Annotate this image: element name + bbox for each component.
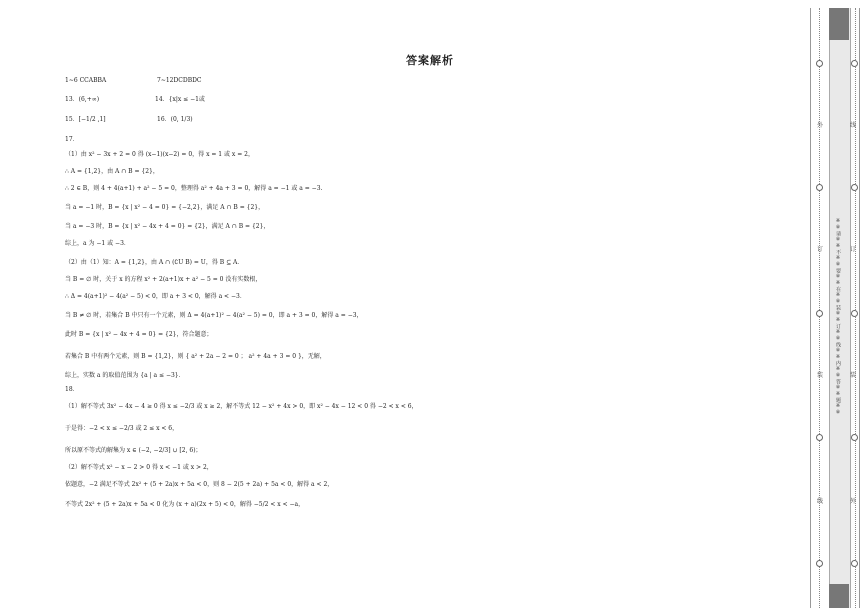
binding-hole: [851, 184, 858, 191]
binding-hole: [851, 560, 858, 567]
fill-answers-row-1: [65, 95, 785, 104]
cut-line-outer: [819, 8, 820, 608]
binding-label: 订: [817, 246, 824, 253]
fill-answers-row-2: [65, 108, 785, 130]
q18-line: 依题意，−2 满足不等式 2x² + (5 + 2a)x + 5a < 0，则 8 − 2(5 + 2a) + 5a < 0，解得 a < 2，: [65, 481, 334, 488]
binding-label: 订: [850, 246, 857, 253]
binding-cap-top: [829, 8, 849, 40]
choice-answers-7-12: 7~12DCDBDC: [157, 77, 202, 84]
binding-label: 线: [817, 498, 824, 505]
binding-hole: [816, 560, 823, 567]
q18-line: 于是得：−2 < x ≤ −2/3 或 2 ≤ x < 6，: [65, 424, 179, 432]
q17-line: 当 a = −3 时，B = {x | x² − 4x + 4 = 0} = {2}，满足 A ∩ B = {2}，: [65, 223, 270, 230]
q17-number: 17．: [65, 136, 79, 143]
binding-label: 外: [850, 498, 857, 505]
q17-line: 当 B ≠ ∅ 时，若集合 B 中只有一个元素，则 Δ = 4(a+1)² − 4(a² − 5) = 0，即 a + 3 = 0，解得 a = −3，: [65, 312, 363, 319]
q17-line: 综上，a 为 −1 或 −3．: [65, 240, 130, 247]
binding-label: 线: [850, 122, 857, 129]
fill-answer-13: 13．(6,+∞): [65, 96, 100, 103]
binding-hole: [816, 434, 823, 441]
answer-content: [65, 76, 785, 511]
q17-line: 综上，实数 a 的取值范围为 {a | a ≤ −3}．: [65, 372, 185, 379]
q17-line: ∴ 2 ∈ B，则 4 + 4(a+1) + a² − 5 = 0，整理得 a² + 4a + 3 = 0，解得 a = −1 或 a = −3.: [65, 185, 323, 192]
fill-answer-14: 14．{x|x ≤ −1或: [155, 96, 205, 103]
q17-line: （1）由 x² − 3x + 2 = 0 得 (x−1)(x−2) = 0，得 x = 1 或 x = 2，: [65, 151, 254, 158]
binding-label: 外: [817, 122, 824, 129]
q17-line: ∴ Δ = 4(a+1)² − 4(a² − 5) < 0，即 a + 3 < 0，解得 a < −3．: [65, 293, 246, 300]
cut-line-inner: [855, 8, 856, 608]
q18-line: （2）解不等式 x² − x − 2 > 0 得 x < −1 或 x > 2，: [65, 464, 213, 471]
q17-line: 此时 B = {x | x² − 4x + 4 = 0} = {2}，符合题意；: [65, 331, 213, 338]
choice-answers-row: [65, 76, 785, 85]
fill-answer-15: 15．[−1/2 ,1]: [65, 115, 106, 123]
binding-label: 装: [850, 372, 857, 379]
binding-hole: [851, 310, 858, 317]
binding-hole: [851, 434, 858, 441]
q17-line: 当 a = −1 时，B = {x | x² − 4 = 0} = {−2,2}，满足 A ∩ B = {2}，: [65, 204, 265, 211]
binding-cap-bottom: [829, 584, 849, 608]
fill-answer-16: 16．(0, 1/3): [157, 115, 193, 123]
page-title: 答案解析: [406, 54, 454, 67]
q18-line: （1）解不等式 3x² − 4x − 4 ≥ 0 得 x ≤ −2/3 或 x ≥ 2，解不等式 12 − x² + 4x > 0，即 x² − 4x − 12 < 0 得 −2 < x < 6，: [65, 402, 418, 410]
binding-hole: [816, 184, 823, 191]
q18-line: 所以原不等式的解集为 x ∈ (−2, −2/3] ∪ [2, 6)；: [65, 446, 202, 454]
q17-line: ∴ A = {1,2}，由 A ∩ B = {2}，: [65, 168, 159, 175]
q17-line: 若集合 B 中有两个元素，则 B = {1,2}，则 { a² + 2a − 2 = 0 ； a² + 4a + 3 = 0 }，无解，: [65, 352, 326, 360]
q17-line: （2）由（1）知：A = {1,2}，由 A ∩ (∁U B) = U，得 B ⊆ A．: [65, 259, 244, 266]
q17-line: 当 B = ∅ 时，关于 x 的方程 x² + 2(a+1)x + a² − 5 = 0 没有实数根，: [65, 276, 262, 283]
binding-strip: [810, 8, 860, 608]
choice-answers-1-6: 1~6 CCABBA: [65, 77, 107, 84]
q18-line: 不等式 2x² + (5 + 2a)x + 5a < 0 化为 (x + a)(2x + 5) < 0，解得 −5/2 < x < −a，: [65, 500, 305, 508]
binding-warning-text: ※※请※※不※※要※※在※※装※※订※※线※※内※※答※※题※※: [835, 218, 841, 416]
binding-hole: [816, 310, 823, 317]
binding-label: 装: [817, 372, 824, 379]
binding-hole: [816, 60, 823, 67]
q18-number: 18．: [65, 386, 79, 393]
binding-hole: [851, 60, 858, 67]
